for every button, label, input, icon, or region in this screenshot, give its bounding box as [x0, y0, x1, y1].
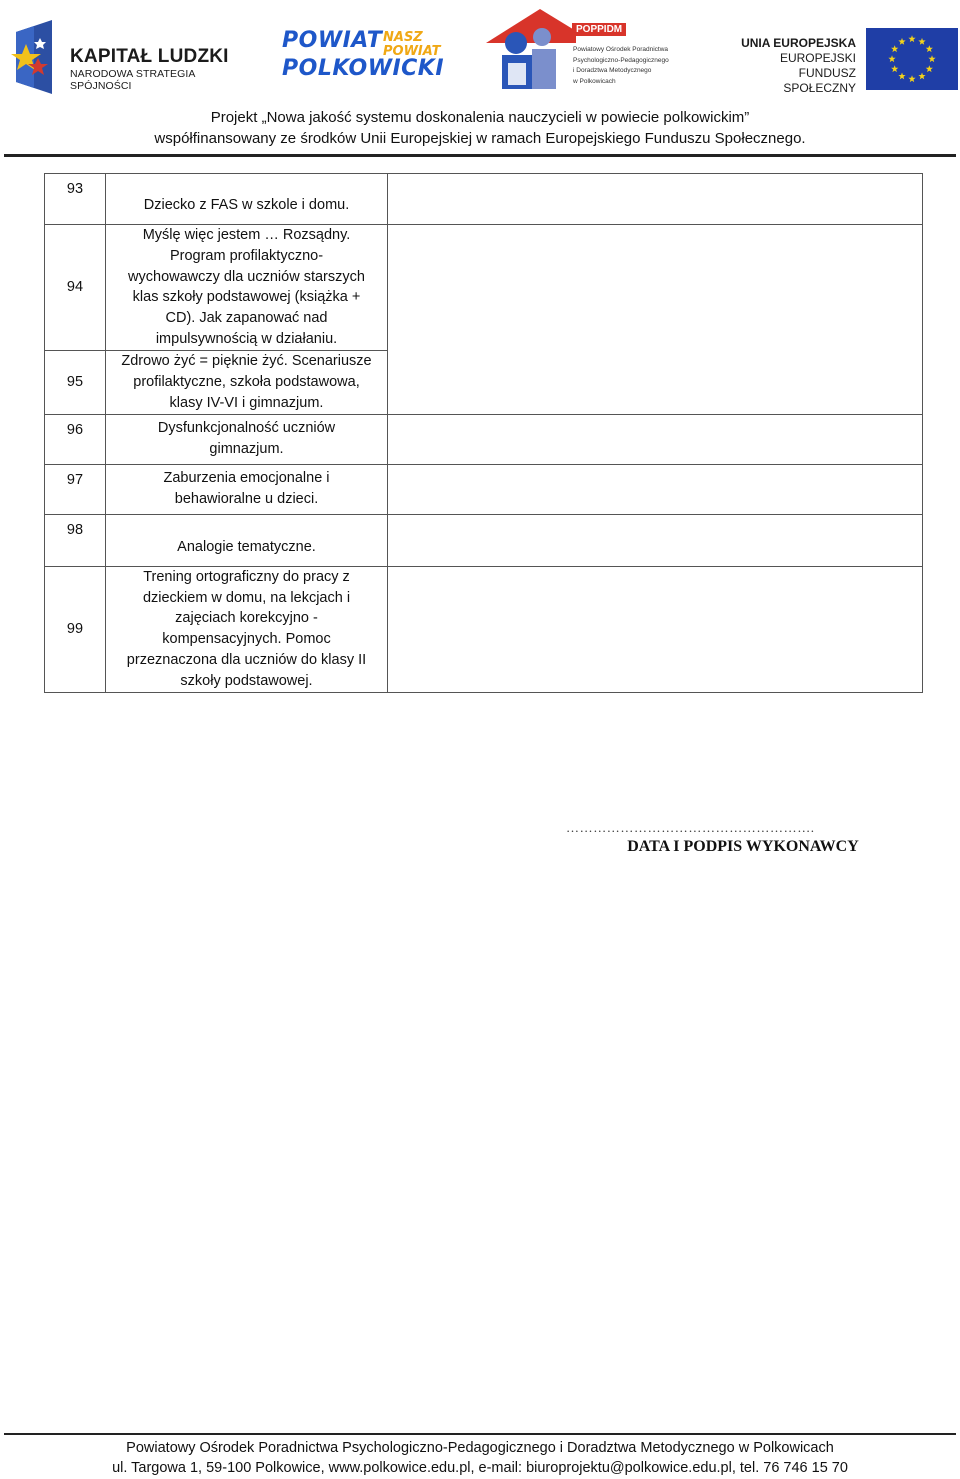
row-number: 98	[45, 514, 106, 566]
row-number: 97	[45, 464, 106, 514]
eu-star-icon	[918, 73, 925, 80]
row-title	[106, 350, 388, 414]
poppidm-house-icon	[480, 3, 576, 95]
kapital-ludzki-title: KAPITAŁ LUDZKI	[70, 46, 229, 67]
title-line: zajęciach korekcyjno -	[175, 610, 318, 627]
project-funding: współfinansowany ze środków Unii Europejskiej w ramach Europejskiego Funduszu Społecznego.	[154, 130, 806, 147]
ue-line: UNIA EUROPEJSKA	[741, 36, 856, 50]
signature-dots: ……………………………………………….	[566, 820, 815, 835]
powiat-text: POWIAT	[282, 28, 383, 53]
nasz-text: NASZ	[383, 30, 423, 45]
title-line: Program profilaktyczno-	[169, 247, 324, 264]
unia-europejska-logo	[726, 28, 960, 95]
eu-flag-icon	[866, 28, 958, 90]
kapital-ludzki-subtitle: NARODOWA STRATEGIA SPÓJNOŚCI	[70, 68, 195, 92]
row-blank-cell	[388, 414, 923, 464]
row-blank-cell	[388, 174, 923, 225]
title-line: Dysfunkcjonalność uczniów	[157, 420, 336, 437]
title-line: profilaktyczne, szkoła podstawowa,	[133, 373, 360, 390]
title-line: CD). Jak zapanować nad	[165, 310, 328, 327]
row-number: 93	[45, 174, 106, 225]
polkowicki-text: POLKOWICKI	[282, 56, 445, 81]
title-line: behawioralne u dzieci.	[174, 491, 319, 508]
row-blank-cell	[388, 225, 923, 415]
footer-institution: Powiatowy Ośrodek Poradnictwa Psychologiczno-Pedagogicznego i Doradztwa Metodycznego w Polkowicach	[126, 1440, 834, 1456]
kapital-ludzki-emblem-icon	[8, 18, 66, 98]
title-line: Trening ortograficzny do pracy z	[143, 568, 350, 585]
title-line: wychowawczy dla uczniów starszych	[128, 268, 365, 285]
title-line: Myślę więc jestem … Rozsądny.	[142, 227, 351, 243]
powiat-polkowicki-logo	[280, 28, 445, 88]
ue-line: EUROPEJSKI	[779, 51, 856, 65]
eu-stars-icon	[866, 28, 958, 90]
title-line: przeznaczona dla uczniów do klasy II	[126, 651, 367, 668]
footer-divider	[4, 1433, 956, 1435]
table-row	[45, 566, 923, 692]
header-divider	[4, 154, 956, 157]
table-row	[45, 464, 923, 514]
eu-star-icon	[891, 65, 898, 72]
title-line: dzieckiem w domu, na lekcjach i	[142, 589, 351, 606]
eu-star-icon	[908, 35, 915, 42]
eu-star-icon	[928, 55, 935, 62]
poppidm-logo	[480, 3, 680, 95]
table-row	[45, 414, 923, 464]
poppidm-line: Powiatowy Ośrodek Poradnictwa	[573, 46, 669, 53]
row-title	[106, 414, 388, 464]
poppidm-description	[573, 45, 683, 87]
signature-label: DATA I PODPIS WYKONAWCY	[627, 838, 859, 855]
header-logos	[0, 0, 960, 100]
table-row	[45, 514, 923, 566]
row-title	[106, 514, 388, 566]
row-title	[106, 225, 388, 351]
footer-contact: ul. Targowa 1, 59-100 Polkowice, www.polkowice.edu.pl, e-mail: biuroprojektu@polkowice.edu.pl, tel. 76 746 15 70	[112, 1460, 848, 1476]
eu-star-icon	[888, 55, 895, 62]
eu-star-icon	[891, 45, 898, 52]
title-line: Dziecko z FAS w szkole i domu.	[143, 196, 350, 213]
title-line: impulsywnością w działaniu.	[155, 330, 338, 347]
row-title	[106, 566, 388, 692]
title-line: Zdrowo żyć = pięknie żyć. Scenariusze	[121, 353, 372, 370]
row-blank-cell	[388, 464, 923, 514]
poppidm-badge: POPPIDM	[572, 23, 626, 36]
kapital-ludzki-logo	[8, 18, 248, 98]
eu-star-icon	[918, 38, 925, 45]
table-row	[45, 174, 923, 225]
title-line: gimnazjum.	[209, 441, 284, 458]
poppidm-line: w Polkowicach	[573, 77, 616, 85]
row-number: 94	[45, 225, 106, 351]
ue-line: FUNDUSZ SPOŁECZNY	[783, 66, 856, 95]
title-line: klasy IV-VI i gimnazjum.	[169, 394, 324, 411]
project-title: Projekt „Nowa jakość systemu doskonalenia nauczycieli w powiecie polkowickim”	[210, 109, 750, 126]
row-blank-cell	[388, 514, 923, 566]
poppidm-line: i Doradztwa Metodycznego	[573, 67, 652, 74]
eu-star-icon	[898, 38, 905, 45]
title-line: Analogie tematyczne.	[177, 538, 316, 555]
publications-table	[44, 173, 923, 693]
eu-star-icon	[926, 45, 933, 52]
row-blank-cell	[388, 566, 923, 692]
nasz-powiat-text: POWIAT	[383, 44, 441, 59]
title-line: klas szkoły podstawowej (książka +	[132, 289, 361, 306]
eu-star-icon	[898, 73, 905, 80]
row-title	[106, 174, 388, 225]
table-row	[45, 225, 923, 351]
row-number: 95	[45, 350, 106, 414]
title-line: szkoły podstawowej.	[180, 672, 313, 689]
eu-star-icon	[908, 75, 915, 82]
title-line: kompensacyjnych. Pomoc	[162, 631, 331, 648]
row-title	[106, 464, 388, 514]
poppidm-line: Psychologiczno-Pedagogicznego	[573, 56, 669, 64]
ue-text	[726, 36, 856, 96]
title-line: Zaburzenia emocjonalne i	[163, 470, 330, 487]
row-number: 99	[45, 566, 106, 692]
row-number: 96	[45, 414, 106, 464]
eu-star-icon	[926, 65, 933, 72]
